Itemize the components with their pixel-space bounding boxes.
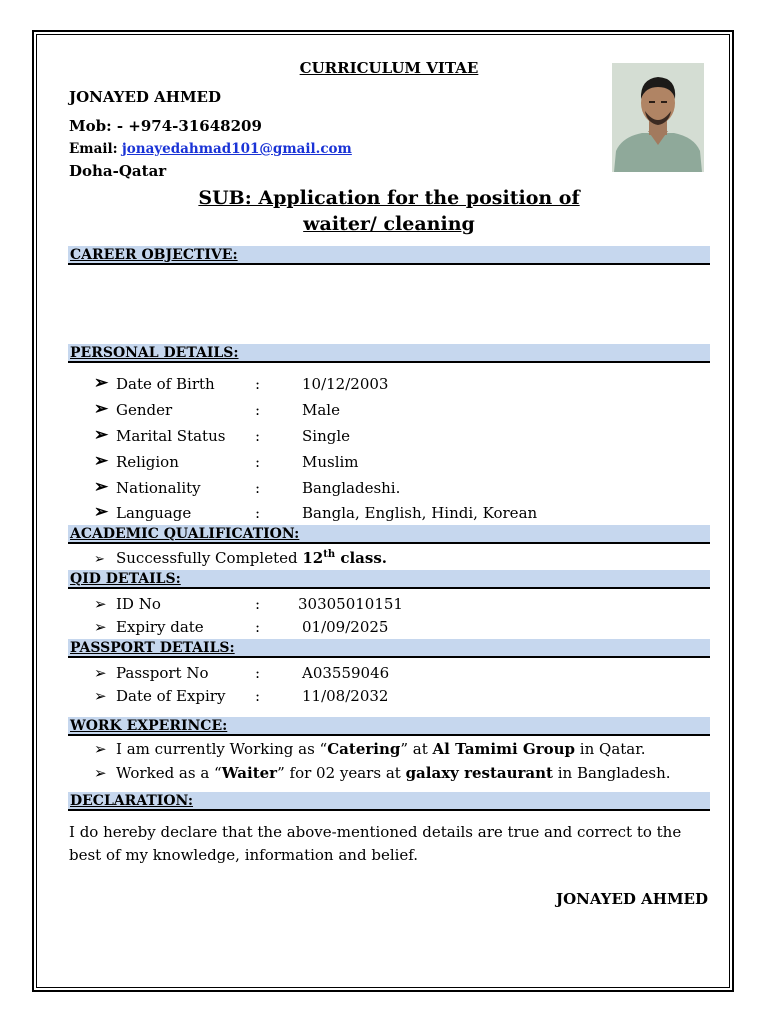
profile-photo	[612, 63, 704, 172]
field-value: Male	[302, 401, 340, 419]
email-row	[69, 141, 352, 157]
work-role: Waiter	[221, 764, 278, 782]
field-value: Bangla, English, Hindi, Korean	[302, 504, 538, 522]
bullet-arrow-icon: ➢	[94, 451, 109, 471]
cv-title: CURRICULUM VITAE	[299, 59, 479, 77]
field-label: Date of Expiry	[116, 687, 226, 705]
bullet-arrow-icon: ➢	[94, 595, 107, 613]
academic-item	[94, 549, 387, 567]
list-item	[94, 502, 108, 522]
section-title: CAREER OBJECTIVE:	[70, 247, 238, 263]
section-work-experience	[68, 717, 710, 736]
field-sep: :	[255, 595, 261, 613]
application-subject	[0, 185, 768, 237]
field-label: Religion	[116, 453, 179, 471]
field-label: Nationality	[116, 479, 201, 497]
field-sep: :	[255, 375, 261, 393]
bullet-arrow-icon: ➢	[94, 425, 109, 445]
bullet-arrow-icon: ➢	[94, 618, 107, 636]
field-label: Gender	[116, 401, 173, 419]
declaration-text: I do hereby declare that the above-mentioned details are true and correct to the best of my knowledge, information and belief.	[69, 823, 682, 864]
field-label: Expiry date	[116, 618, 204, 636]
field-sep: :	[255, 504, 261, 522]
field-label: ID No	[116, 595, 161, 613]
section-title: PASSPORT DETAILS:	[70, 640, 235, 656]
section-personal-details	[68, 344, 710, 363]
work-text: ” for 02 years at	[277, 764, 406, 782]
field-sep: :	[255, 479, 261, 497]
work-item	[116, 740, 646, 758]
section-title: ACADEMIC QUALIFICATION:	[70, 526, 300, 542]
person-photo-icon	[612, 63, 704, 172]
section-title: DECLARATION:	[70, 793, 194, 809]
academic-prefix: Successfully Completed	[116, 549, 303, 567]
section-passport-details	[68, 639, 710, 658]
work-text: ” at	[400, 740, 433, 758]
field-label: Language	[116, 504, 192, 522]
work-role: Catering	[327, 740, 401, 758]
applicant-name: JONAYED AHMED	[69, 88, 221, 106]
list-item	[94, 425, 108, 445]
work-text: Worked as a “	[116, 764, 222, 782]
work-employer: galaxy restaurant	[405, 764, 553, 782]
list-item	[94, 477, 108, 497]
bullet-arrow-icon: ➢	[94, 373, 109, 393]
bullet-arrow-icon: ➢	[94, 552, 105, 567]
list-item	[94, 373, 108, 393]
section-title: PERSONAL DETAILS:	[70, 345, 239, 361]
field-sep: :	[255, 401, 261, 419]
work-employer: Al Tamimi Group	[432, 740, 576, 758]
field-value: Bangladeshi.	[302, 479, 401, 497]
field-value: 11/08/2032	[302, 687, 389, 705]
field-value: A03559046	[302, 664, 390, 682]
field-sep: :	[255, 687, 261, 705]
section-academic-qualification	[68, 525, 710, 544]
location: Doha-Qatar	[69, 162, 167, 180]
bullet-arrow-icon: ➢	[94, 764, 107, 782]
academic-class-number: 12	[302, 549, 324, 567]
list-item	[94, 451, 108, 471]
field-label: Passport No	[116, 664, 209, 682]
section-title: QID DETAILS:	[70, 571, 181, 587]
section-title: WORK EXPERINCE:	[70, 718, 228, 734]
bullet-arrow-icon: ➢	[94, 687, 107, 705]
bullet-arrow-icon: ➢	[94, 399, 109, 419]
field-sep: :	[255, 427, 261, 445]
academic-superscript: th	[323, 549, 336, 560]
list-item	[94, 399, 108, 419]
field-value: 10/12/2003	[302, 375, 389, 393]
field-value: 01/09/2025	[302, 618, 389, 636]
section-career-objective	[68, 246, 710, 265]
field-sep: :	[255, 453, 261, 471]
section-declaration	[68, 792, 710, 811]
bullet-arrow-icon: ➢	[94, 664, 107, 682]
subject-line-2: waiter/ cleaning	[303, 213, 475, 235]
bullet-arrow-icon: ➢	[94, 740, 107, 758]
academic-suffix: class.	[335, 549, 387, 567]
subject-line-1: SUB: Application for the position of	[198, 187, 580, 209]
email-link[interactable]: jonayedahmad101@gmail.com	[121, 141, 352, 157]
bullet-arrow-icon: ➢	[94, 502, 109, 522]
field-value: Single	[302, 427, 351, 445]
work-text: in Bangladesh.	[552, 764, 671, 782]
field-sep: :	[255, 664, 261, 682]
academic-text	[116, 549, 387, 567]
signature-name: JONAYED AHMED	[556, 890, 708, 908]
section-qid-details	[68, 570, 710, 589]
email-label: Email:	[69, 141, 118, 157]
field-label: Date of Birth	[116, 375, 215, 393]
mobile-number: Mob: - +974-31648209	[69, 117, 262, 135]
field-value: Muslim	[302, 453, 359, 471]
bullet-arrow-icon: ➢	[94, 477, 109, 497]
field-sep: :	[255, 618, 261, 636]
work-text: in Qatar.	[575, 740, 646, 758]
field-value: 30305010151	[298, 595, 403, 613]
field-label: Marital Status	[116, 427, 226, 445]
work-item	[116, 764, 671, 782]
work-text: I am currently Working as “	[116, 740, 328, 758]
